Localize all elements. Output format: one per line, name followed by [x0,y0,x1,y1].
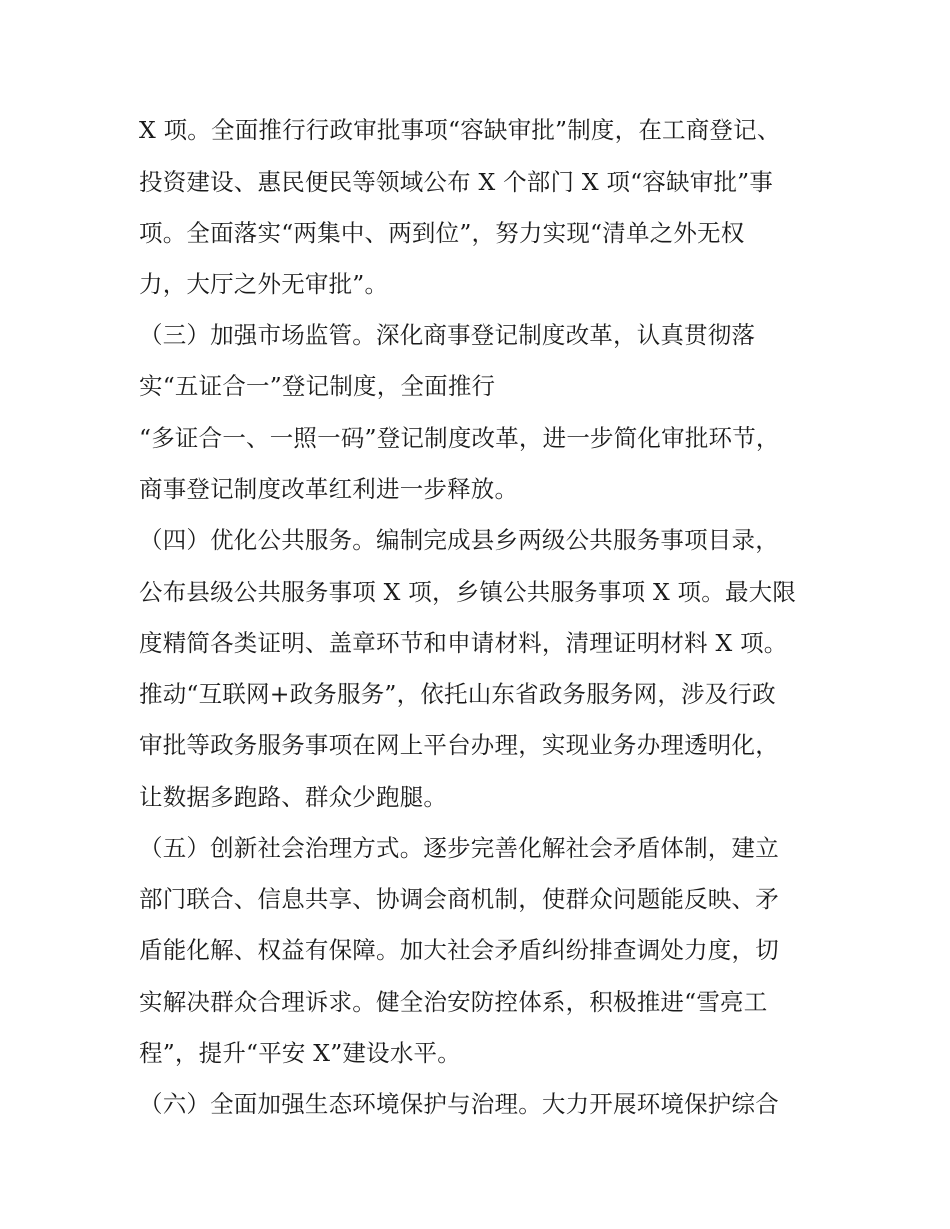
text-line: 力，大厅之外无审批”。 [139,270,389,298]
section-heading-line: （三）加强市场监管。深化商事登记制度改革，认真贯彻落 [139,321,756,349]
text-line: 盾能化解、权益有保障。加大社会矛盾纠纷排查调处力度，切 [139,936,779,964]
text-line: 实解决群众合理诉求。健全治安防控体系，积极推进“雪亮工 [139,988,768,1016]
section-heading-line: （五）创新社会治理方式。逐步完善化解社会矛盾体制，建立 [139,834,779,862]
text-line: 让数据多跑路、群众少跑腿。 [139,783,448,811]
text-line: X 项。全面推行行政审批事项“容缺审批”制度，在工商登记、 [139,116,781,144]
text-line: 公布县级公共服务事项 X 项，乡镇公共服务事项 X 项。最大限 [139,578,797,606]
text-line: 项。全面落实“两集中、两到位”，努力实现“清单之外无权 [139,219,745,247]
text-line: “多证合一、一照一码”登记制度改革，进一步简化审批环节， [139,424,780,452]
section-heading-line: （四）优化公共服务。编制完成县乡两级公共服务事项目录， [139,526,779,554]
text-line: 投资建设、惠民便民等领域公布 X 个部门 X 项“容缺审批”事 [139,168,774,196]
text-line: 推动“互联网+政务服务”，依托山东省政务服务网，涉及行政 [139,680,776,708]
text-line: 审批等政务服务事项在网上平台办理，实现业务办理透明化， [139,731,779,759]
text-line: 程”，提升“平安 X”建设水平。 [139,1039,461,1067]
text-line: 部门联合、信息共享、协调会商机制，使群众问题能反映、矛 [139,885,779,913]
section-heading-line: （六）全面加强生态环境保护与治理。大力开展环境保护综合 [139,1090,779,1118]
text-line: 实“五证合一”登记制度，全面推行 [139,372,496,400]
text-line: 度精简各类证明、盖章环节和申请材料，清理证明材料 X 项。 [139,629,788,657]
text-line: 商事登记制度改革红利进一步释放。 [139,475,519,503]
